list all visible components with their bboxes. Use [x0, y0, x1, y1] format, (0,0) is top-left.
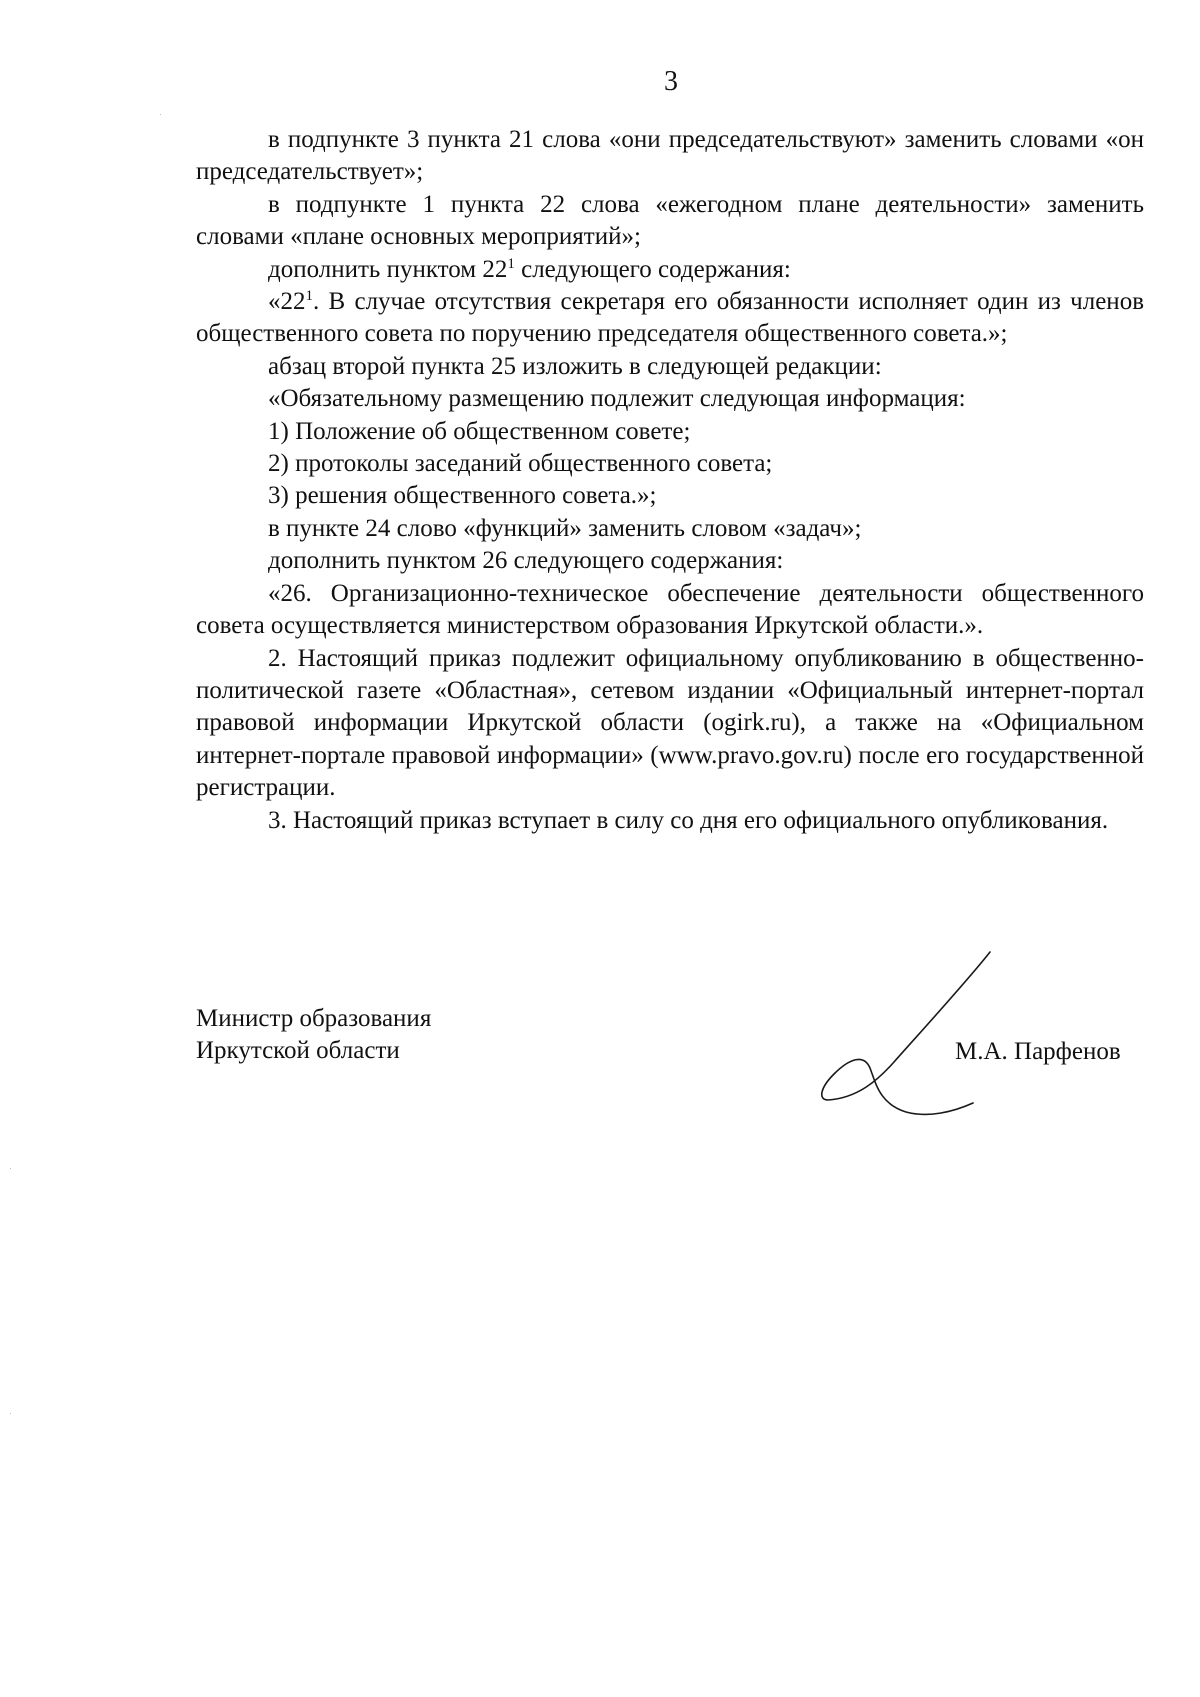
- paragraph-3-lead: дополнить пунктом 22: [268, 255, 508, 283]
- paragraph-4-tail: . В случае отсутствия секретаря его обязанности исполняет один из членов общественного совета по поручению председателя общественного совета.»;: [196, 288, 1144, 348]
- scan-artifact: [10, 1168, 11, 1169]
- paragraph-3-tail: следующего содержания:: [514, 255, 791, 283]
- paragraph-1: в подпункте 3 пункта 21 слова «они председательствуют» заменить словами «он председательствует»;: [196, 126, 1144, 186]
- paragraph-7: 1) Положение об общественном совете;: [268, 417, 691, 445]
- paragraph-4-lead: «22: [268, 288, 306, 316]
- document-body: [196, 124, 1144, 837]
- paragraph-13: 2. Настоящий приказ подлежит официальному опубликованию в общественно-политической газете «Областная», сетевом издании «Официальный интернет-портал правовой информации Иркутской области (ogirk.ru), а также на «Официальном интернет-портале правовой информации» (www.pravo.gov.ru) после его государственной регистрации.: [196, 644, 1144, 802]
- paragraph-8: 2) протоколы заседаний общественного совета;: [268, 450, 773, 478]
- paragraph-12: «26. Организационно-техническое обеспечение деятельности общественного совета осуществляется министерством образования Иркутской области.».: [196, 579, 1144, 640]
- paragraph-2: в подпункте 1 пункта 22 слова «ежегодном плане деятельности» заменить словами «плане основных мероприятий»;: [196, 190, 1144, 251]
- signature-stroke: [822, 952, 990, 1114]
- paragraph-9: 3) решения общественного совета.»;: [268, 482, 657, 510]
- paragraph-4: [196, 286, 1144, 351]
- signatory-position-line-1: Министр образования: [196, 1005, 432, 1032]
- paragraph-6: «Обязательному размещению подлежит следующая информация:: [268, 385, 966, 413]
- paragraph-3: [196, 254, 1144, 286]
- page-number: 3: [664, 66, 678, 97]
- signatory-name: М.А. Парфенов: [955, 1038, 1121, 1065]
- scan-artifact: [160, 114, 161, 115]
- scan-artifact: [10, 1413, 11, 1414]
- superscript-2: 1: [305, 288, 313, 305]
- paragraph-10: в пункте 24 слово «функций» заменить словом «задач»;: [268, 514, 862, 542]
- paragraph-11: дополнить пунктом 26 следующего содержания:: [268, 547, 784, 575]
- superscript-1: 1: [507, 255, 515, 272]
- paragraph-5: абзац второй пункта 25 изложить в следующей редакции:: [268, 352, 882, 380]
- paragraph-14: 3. Настоящий приказ вступает в силу со дня его официального опубликования.: [268, 806, 1109, 834]
- signatory-position: [196, 1003, 431, 1068]
- signatory-position-line-2: Иркутской области: [196, 1037, 400, 1065]
